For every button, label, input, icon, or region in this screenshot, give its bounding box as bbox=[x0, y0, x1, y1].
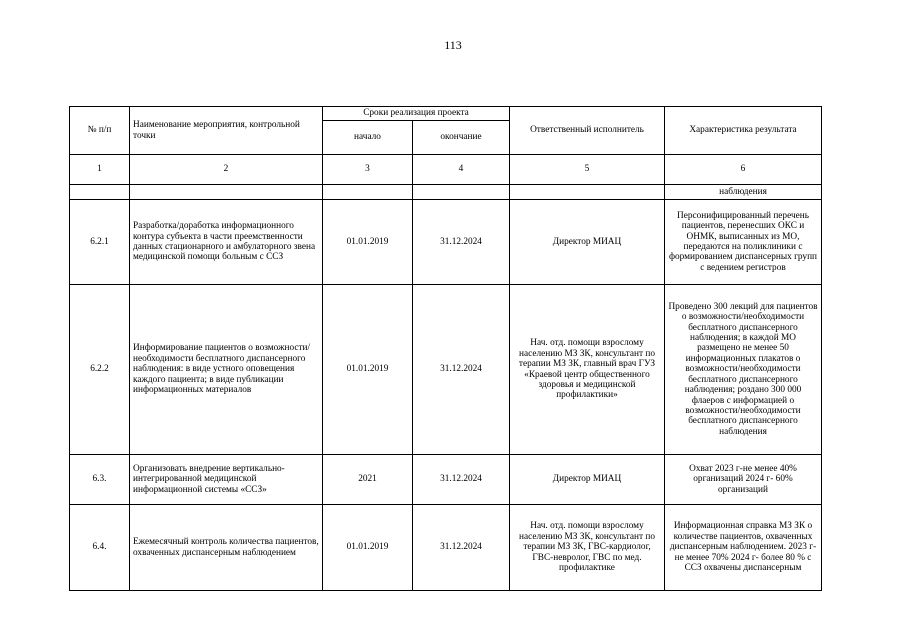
page-number: 113 bbox=[444, 38, 462, 52]
row-responsible: Нач. отд. помощи взрослому населению МЗ ЗК, консультант по терапии МЗ ЗК, ГВС-кардиолог, ГВС-невролог, ГВС по мед. профилактике bbox=[510, 505, 665, 591]
empty-cell bbox=[323, 185, 413, 200]
row-end: 31.12.2024 bbox=[413, 505, 510, 591]
row-start: 01.01.2019 bbox=[323, 505, 413, 591]
empty-cell bbox=[70, 185, 130, 200]
row-responsible: Директор МИАЦ bbox=[510, 455, 665, 505]
column-number: 3 bbox=[323, 155, 413, 185]
header-num: № п/п bbox=[70, 107, 130, 155]
column-number: 2 bbox=[130, 155, 323, 185]
activity-table bbox=[69, 106, 822, 591]
header-result: Характеристика результата bbox=[665, 107, 822, 155]
table-row bbox=[70, 285, 822, 455]
header-name: Наименование мероприятия, контрольной точки bbox=[130, 107, 323, 155]
row-num: 6.2.2 bbox=[70, 285, 130, 455]
row-result: Проведено 300 лекций для пациентов о возможности/необходимости бесплатного диспансерного наблюдения; в каждой МО размещено не менее 50 информационных плакатов о возможности/необходимости бесплатного диспансерного наблюдения; роздано 300 000 флаеров с информацией о возможности/необходимости бесплатного диспансерного наблюдения bbox=[665, 285, 822, 455]
row-end: 31.12.2024 bbox=[413, 285, 510, 455]
row-result: Информационная справка МЗ ЗК о количестве пациентов, охваченных диспансерным наблюдением. 2023 г-не менее 70% 2024 г- более 80 % с ССЗ охвачены диспансерным bbox=[665, 505, 822, 591]
row-name: Организовать внедрение вертикально-интегрированной медицинской информационной системы «ССЗ» bbox=[130, 455, 323, 505]
empty-cell bbox=[130, 185, 323, 200]
row-start: 01.01.2019 bbox=[323, 285, 413, 455]
header-responsible: Ответственный исполнитель bbox=[510, 107, 665, 155]
row-result: Охват 2023 г-не менее 40% организаций 2024 г- 60% организаций bbox=[665, 455, 822, 505]
row-end: 31.12.2024 bbox=[413, 455, 510, 505]
row-name: Ежемесячный контроль количества пациентов, охваченных диспансерным наблюдением bbox=[130, 505, 323, 591]
header-period: Сроки реализация проекта bbox=[323, 107, 510, 121]
row-result: Персонифицированный перечень пациентов, перенесших ОКС и ОНМК, выписанных из МО, передаются на поликлиники с формированием диспансерных групп с ведением регистров bbox=[665, 200, 822, 285]
header-row-1 bbox=[70, 107, 822, 121]
empty-cell bbox=[510, 185, 665, 200]
row-num: 6.2.1 bbox=[70, 200, 130, 285]
header-end: окончание bbox=[413, 121, 510, 155]
continuation-row bbox=[70, 185, 822, 200]
row-responsible: Директор МИАЦ bbox=[510, 200, 665, 285]
row-num: 6.4. bbox=[70, 505, 130, 591]
row-start: 01.01.2019 bbox=[323, 200, 413, 285]
header-start: начало bbox=[323, 121, 413, 155]
continuation-cell: наблюдения bbox=[665, 185, 822, 200]
row-name: Разработка/доработка информационного контура субъекта в части преемственности данных стационарного и амбулаторного звена медицинской помощи больным с ССЗ bbox=[130, 200, 323, 285]
table-row bbox=[70, 505, 822, 591]
column-number: 5 bbox=[510, 155, 665, 185]
column-number: 4 bbox=[413, 155, 510, 185]
row-responsible: Нач. отд. помощи взрослому населению МЗ ЗК, консультант по терапии МЗ ЗК, главный врач ГУЗ «Краевой центр общественного здоровья и медицинской профилактики» bbox=[510, 285, 665, 455]
column-number: 6 bbox=[665, 155, 822, 185]
row-num: 6.3. bbox=[70, 455, 130, 505]
column-number: 1 bbox=[70, 155, 130, 185]
table-row bbox=[70, 455, 822, 505]
column-number-row bbox=[70, 155, 822, 185]
row-end: 31.12.2024 bbox=[413, 200, 510, 285]
row-name: Информирование пациентов о возможности/необходимости бесплатного диспансерного наблюдения: в виде устного оповещения каждого пациента; в виде публикации информационных материалов bbox=[130, 285, 323, 455]
table-row bbox=[70, 200, 822, 285]
row-start: 2021 bbox=[323, 455, 413, 505]
empty-cell bbox=[413, 185, 510, 200]
